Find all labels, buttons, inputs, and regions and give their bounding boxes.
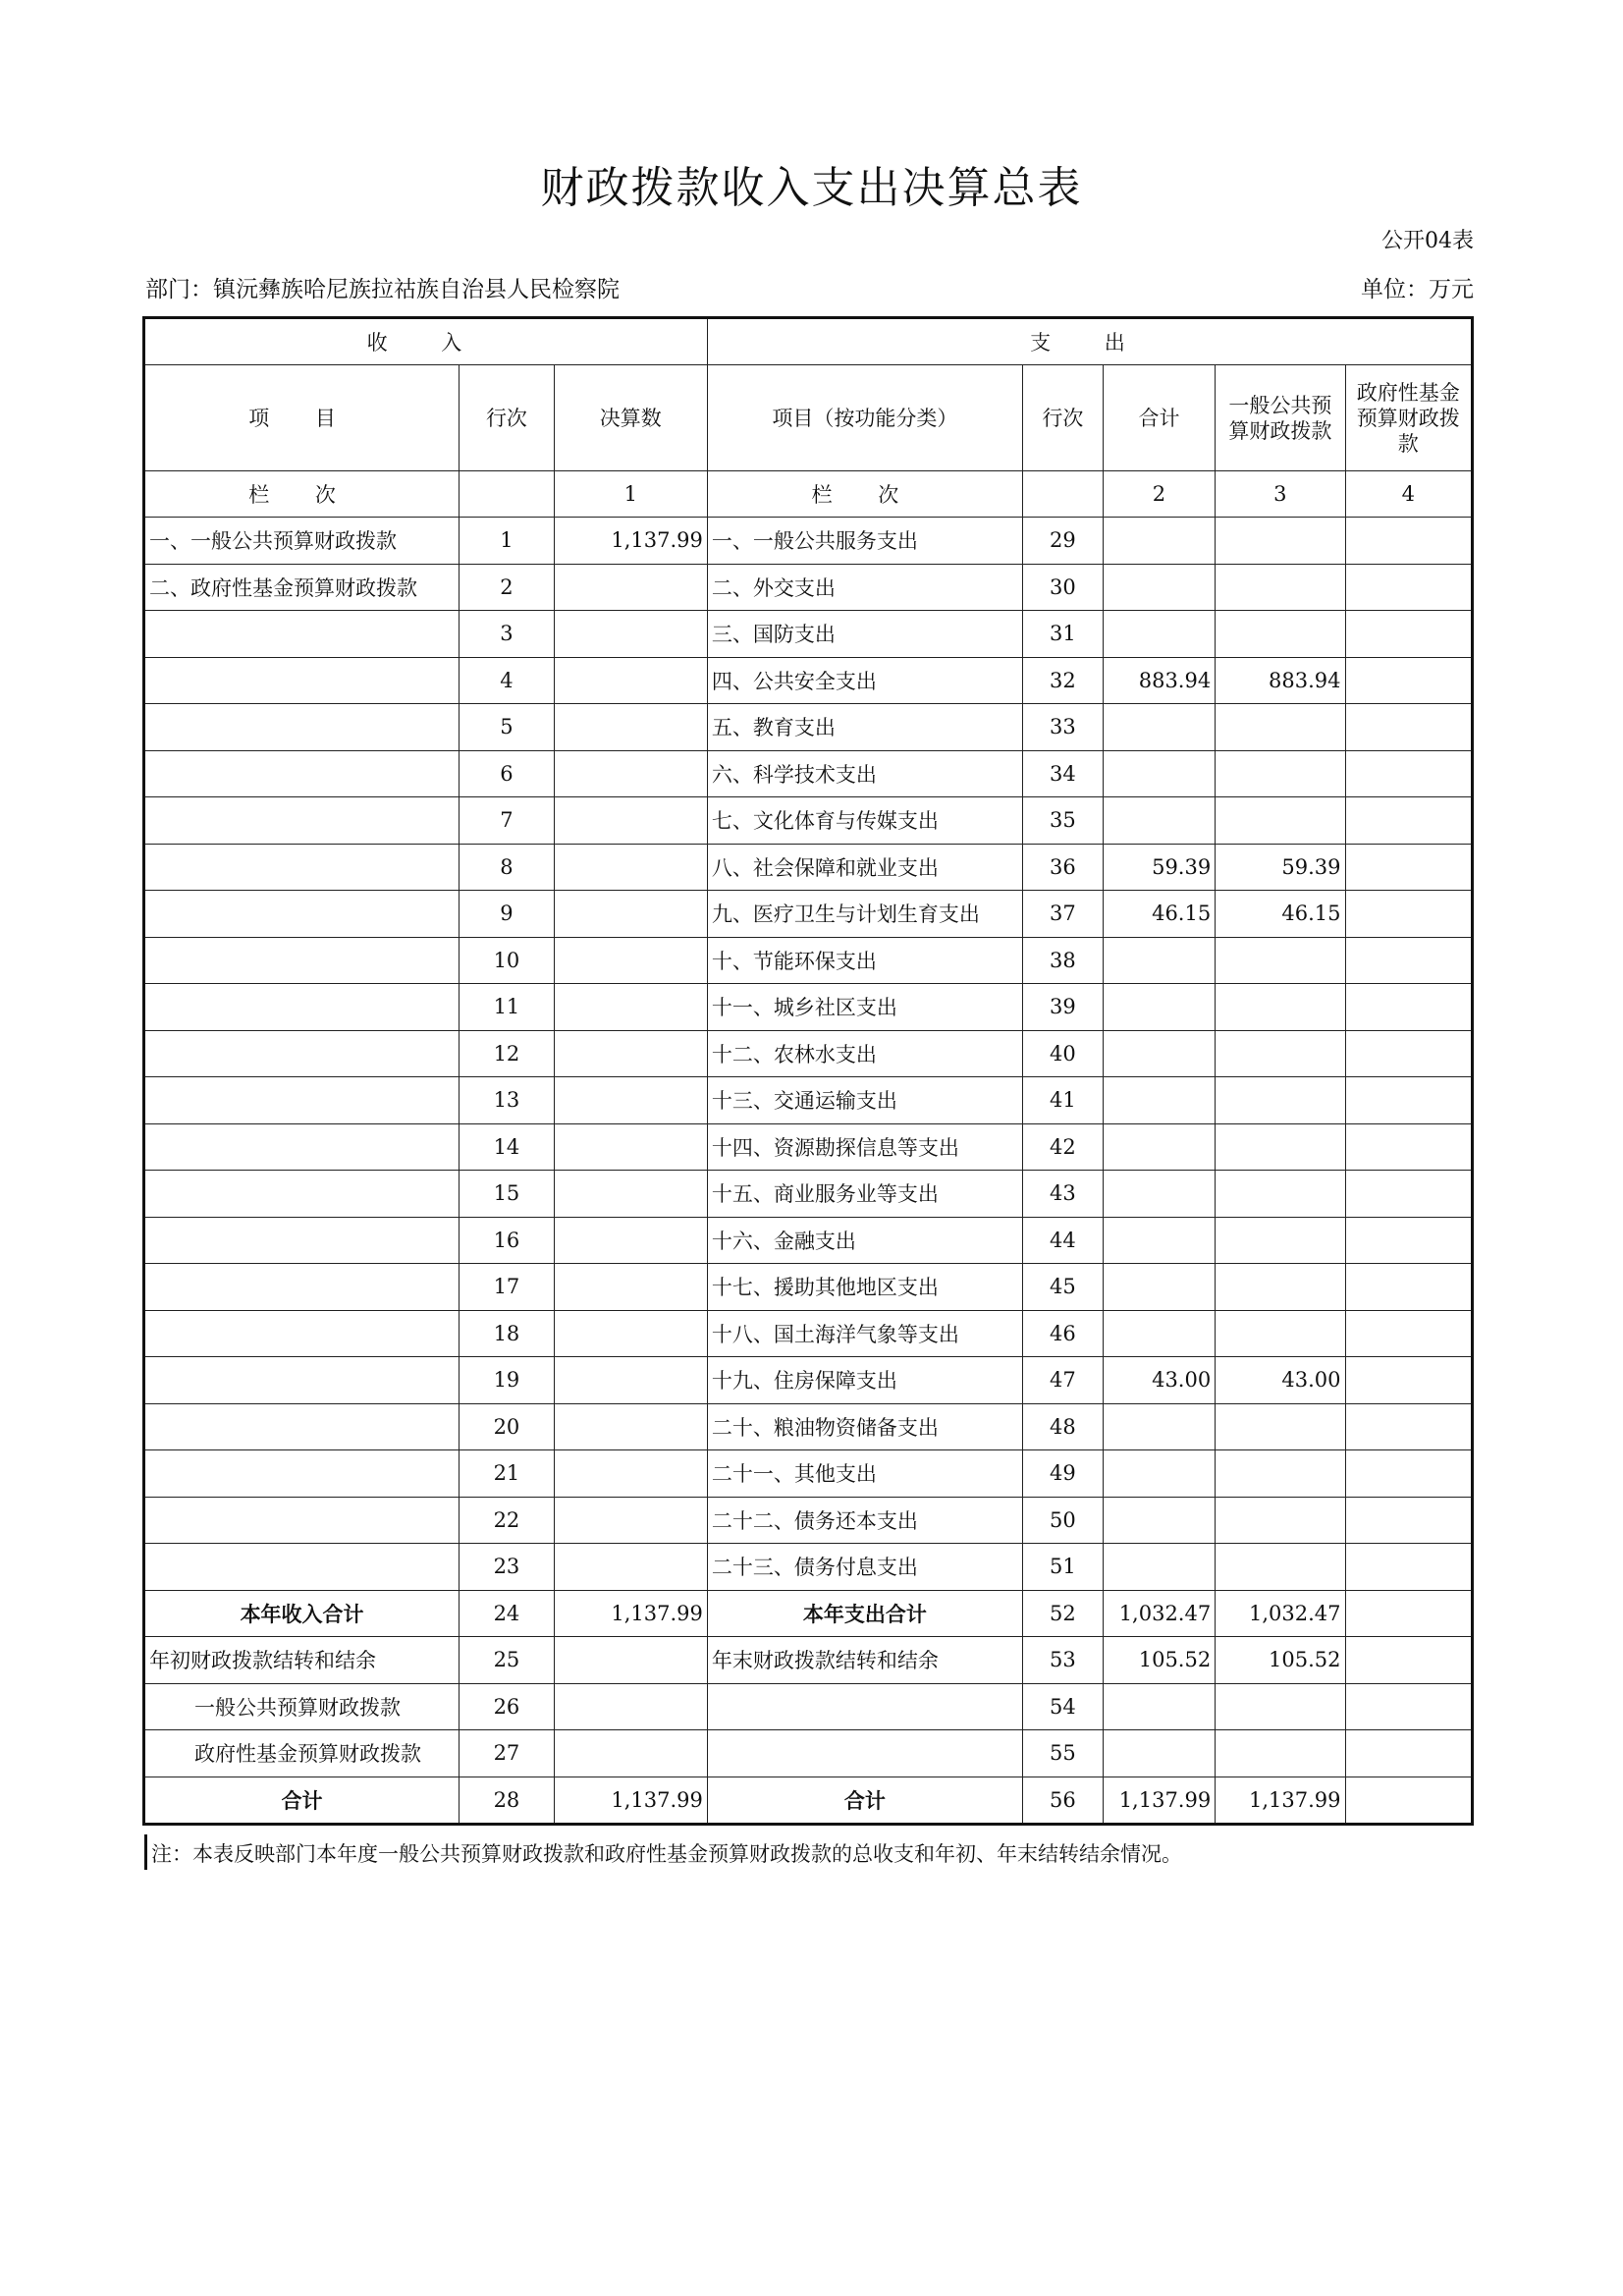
grand-expense-label: 合计	[707, 1777, 1022, 1825]
year-income-total-label: 本年收入合计	[144, 1590, 460, 1637]
expense-general	[1216, 1450, 1345, 1498]
income-amount	[554, 891, 707, 938]
table-row	[144, 704, 1473, 751]
expense-fund	[1345, 1264, 1472, 1311]
income-amount	[554, 1497, 707, 1544]
line-number: 56	[1022, 1777, 1103, 1825]
expense-line: 34	[1022, 750, 1103, 797]
line-number: 24	[460, 1590, 555, 1637]
income-amount	[554, 750, 707, 797]
expense-fund	[1345, 1030, 1472, 1077]
income-amount	[554, 1403, 707, 1450]
expense-line: 46	[1022, 1310, 1103, 1357]
blank-item	[707, 1683, 1022, 1730]
income-line: 4	[460, 657, 555, 704]
expense-line: 38	[1022, 937, 1103, 984]
income-amount	[554, 611, 707, 658]
col-func-item-header: 项目（按功能分类）	[707, 365, 1022, 471]
table-row	[144, 657, 1473, 704]
general-carryover-row	[144, 1683, 1473, 1730]
blank-cell	[1216, 1730, 1345, 1777]
income-item	[144, 1544, 460, 1591]
table-row	[144, 1217, 1473, 1264]
income-line: 7	[460, 797, 555, 845]
unit-label: 单位：万元	[1361, 277, 1474, 302]
table-row	[144, 1544, 1473, 1591]
table-row	[144, 844, 1473, 891]
expense-general	[1216, 1030, 1345, 1077]
expense-fund	[1345, 1403, 1472, 1450]
expense-fund	[1345, 1123, 1472, 1171]
expense-general	[1216, 797, 1345, 845]
expense-total	[1103, 1544, 1215, 1591]
income-item	[144, 704, 460, 751]
income-amount	[554, 1030, 707, 1077]
expense-total: 59.39	[1103, 844, 1215, 891]
col-number-1: 1	[554, 471, 707, 518]
income-amount	[554, 797, 707, 845]
table-row	[144, 984, 1473, 1031]
expense-general	[1216, 611, 1345, 658]
expense-total	[1103, 564, 1215, 611]
expense-fund	[1345, 518, 1472, 565]
expense-line: 48	[1022, 1403, 1103, 1450]
expense-total	[1103, 984, 1215, 1031]
expense-item: 四、公共安全支出	[707, 657, 1022, 704]
income-amount	[554, 844, 707, 891]
expense-general	[1216, 1123, 1345, 1171]
expense-line: 51	[1022, 1544, 1103, 1591]
expense-item: 十七、援助其他地区支出	[707, 1264, 1022, 1311]
expense-total	[1103, 704, 1215, 751]
year-income-total-amount: 1,137.99	[554, 1590, 707, 1637]
income-item	[144, 844, 460, 891]
col-number-2: 2	[1103, 471, 1215, 518]
col-line-header: 行次	[460, 365, 555, 471]
blank-cell	[1216, 1683, 1345, 1730]
table-row	[144, 1171, 1473, 1218]
income-item	[144, 797, 460, 845]
income-item	[144, 1171, 460, 1218]
income-line: 17	[460, 1264, 555, 1311]
footnote: 注：本表反映部门本年度一般公共预算财政拨款和政府性基金预算财政拨款的总收支和年初、年末结转结余情况。	[144, 1834, 1182, 1870]
budget-table	[142, 316, 1474, 1826]
expense-item: 二、外交支出	[707, 564, 1022, 611]
end-carryover-fund	[1345, 1637, 1472, 1684]
expense-line: 30	[1022, 564, 1103, 611]
col-item-header: 项 目	[144, 365, 460, 471]
expense-fund	[1345, 1497, 1472, 1544]
table-row	[144, 750, 1473, 797]
lanci-label: 栏 次	[144, 471, 460, 518]
expense-line: 39	[1022, 984, 1103, 1031]
table-row	[144, 1310, 1473, 1357]
col-fund-header: 政府性基金预算财政拨款	[1345, 365, 1472, 471]
income-line: 1	[460, 518, 555, 565]
expense-line: 40	[1022, 1030, 1103, 1077]
expense-general	[1216, 564, 1345, 611]
expense-line: 47	[1022, 1357, 1103, 1404]
blank-cell	[1103, 1683, 1215, 1730]
line-number: 54	[1022, 1683, 1103, 1730]
table-row	[144, 797, 1473, 845]
expense-fund	[1345, 984, 1472, 1031]
year-expense-fund	[1345, 1590, 1472, 1637]
expense-line: 42	[1022, 1123, 1103, 1171]
expense-fund	[1345, 611, 1472, 658]
income-amount	[554, 1544, 707, 1591]
income-amount	[554, 1077, 707, 1124]
income-line: 10	[460, 937, 555, 984]
expense-line: 32	[1022, 657, 1103, 704]
line-number: 53	[1022, 1637, 1103, 1684]
column-header-row	[144, 365, 1473, 471]
table-row	[144, 937, 1473, 984]
expense-total	[1103, 611, 1215, 658]
general-budget-label: 一般公共预算财政拨款	[144, 1683, 460, 1730]
expense-item: 八、社会保障和就业支出	[707, 844, 1022, 891]
year-total-row	[144, 1590, 1473, 1637]
expense-general	[1216, 704, 1345, 751]
department-label: 部门：镇沅彝族哈尼族拉祜族自治县人民检察院	[145, 277, 620, 302]
income-amount	[554, 564, 707, 611]
expense-item: 十一、城乡社区支出	[707, 984, 1022, 1031]
expense-line: 41	[1022, 1077, 1103, 1124]
year-expense-general: 1,032.47	[1216, 1590, 1345, 1637]
income-line: 15	[460, 1171, 555, 1218]
income-item	[144, 1030, 460, 1077]
expense-general	[1216, 1497, 1345, 1544]
expense-item: 十九、住房保障支出	[707, 1357, 1022, 1404]
income-line: 14	[460, 1123, 555, 1171]
grand-total-row	[144, 1777, 1473, 1825]
line-number: 55	[1022, 1730, 1103, 1777]
begin-carryover-label: 年初财政拨款结转和结余	[144, 1637, 460, 1684]
expense-total	[1103, 750, 1215, 797]
end-carryover-label: 年末财政拨款结转和结余	[707, 1637, 1022, 1684]
income-item: 二、政府性基金预算财政拨款	[144, 564, 460, 611]
expense-total	[1103, 1497, 1215, 1544]
expense-item: 十、节能环保支出	[707, 937, 1022, 984]
expense-total: 43.00	[1103, 1357, 1215, 1404]
income-item	[144, 1403, 460, 1450]
expense-fund	[1345, 1171, 1472, 1218]
income-amount	[554, 937, 707, 984]
expense-item: 十四、资源勘探信息等支出	[707, 1123, 1022, 1171]
expense-total	[1103, 1171, 1215, 1218]
line-number: 26	[460, 1683, 555, 1730]
grand-income-amount: 1,137.99	[554, 1777, 707, 1825]
expense-general	[1216, 1077, 1345, 1124]
expense-general	[1216, 1310, 1345, 1357]
expense-item: 十八、国土海洋气象等支出	[707, 1310, 1022, 1357]
table-row	[144, 564, 1473, 611]
grand-income-label: 合计	[144, 1777, 460, 1825]
expense-fund	[1345, 937, 1472, 984]
income-amount	[554, 1264, 707, 1311]
expense-fund	[1345, 704, 1472, 751]
expense-general: 883.94	[1216, 657, 1345, 704]
expense-fund	[1345, 797, 1472, 845]
income-item	[144, 657, 460, 704]
expense-line: 35	[1022, 797, 1103, 845]
income-item	[144, 611, 460, 658]
income-header: 收 入	[144, 318, 708, 365]
income-item	[144, 1310, 460, 1357]
income-amount	[554, 657, 707, 704]
table-row	[144, 1450, 1473, 1498]
table-row	[144, 611, 1473, 658]
expense-total	[1103, 1403, 1215, 1450]
income-line: 13	[460, 1077, 555, 1124]
expense-fund	[1345, 844, 1472, 891]
expense-item: 三、国防支出	[707, 611, 1022, 658]
table-row	[144, 1357, 1473, 1404]
expense-item: 二十、粮油物资储备支出	[707, 1403, 1022, 1450]
expense-fund	[1345, 891, 1472, 938]
expense-line: 29	[1022, 518, 1103, 565]
expense-fund	[1345, 1357, 1472, 1404]
expense-item: 二十二、债务还本支出	[707, 1497, 1022, 1544]
table-row	[144, 891, 1473, 938]
line-number: 27	[460, 1730, 555, 1777]
end-carryover-general: 105.52	[1216, 1637, 1345, 1684]
line-number: 25	[460, 1637, 555, 1684]
income-amount	[554, 704, 707, 751]
year-expense-total-label: 本年支出合计	[707, 1590, 1022, 1637]
expense-item: 十二、农林水支出	[707, 1030, 1022, 1077]
expense-total	[1103, 1450, 1215, 1498]
line-number: 52	[1022, 1590, 1103, 1637]
income-item	[144, 984, 460, 1031]
expense-line: 50	[1022, 1497, 1103, 1544]
blank-cell	[1103, 1730, 1215, 1777]
grand-expense-fund	[1345, 1777, 1472, 1825]
expense-line: 31	[1022, 611, 1103, 658]
fund-budget-amount	[554, 1730, 707, 1777]
expense-general	[1216, 984, 1345, 1031]
col-line2-header: 行次	[1022, 365, 1103, 471]
income-amount	[554, 1217, 707, 1264]
income-amount: 1,137.99	[554, 518, 707, 565]
expense-item: 九、医疗卫生与计划生育支出	[707, 891, 1022, 938]
income-item	[144, 750, 460, 797]
expense-fund	[1345, 750, 1472, 797]
income-amount	[554, 1310, 707, 1357]
expense-fund	[1345, 1217, 1472, 1264]
lanci-label-2: 栏 次	[707, 471, 1022, 518]
expense-line: 44	[1022, 1217, 1103, 1264]
table-row	[144, 1497, 1473, 1544]
expense-item: 十六、金融支出	[707, 1217, 1022, 1264]
expense-general	[1216, 1217, 1345, 1264]
table-row	[144, 1030, 1473, 1077]
column-number-row	[144, 471, 1473, 518]
expense-general	[1216, 518, 1345, 565]
form-code: 公开04表	[1381, 229, 1474, 253]
expense-general: 59.39	[1216, 844, 1345, 891]
income-line: 9	[460, 891, 555, 938]
expense-fund	[1345, 1544, 1472, 1591]
income-line: 2	[460, 564, 555, 611]
income-item	[144, 1357, 460, 1404]
table-row	[144, 518, 1473, 565]
grand-expense-total: 1,137.99	[1103, 1777, 1215, 1825]
col-final-header: 决算数	[554, 365, 707, 471]
expense-line: 43	[1022, 1171, 1103, 1218]
expense-line: 33	[1022, 704, 1103, 751]
general-budget-amount	[554, 1683, 707, 1730]
expense-total: 46.15	[1103, 891, 1215, 938]
expense-item: 十三、交通运输支出	[707, 1077, 1022, 1124]
expense-general	[1216, 1264, 1345, 1311]
expense-item: 五、教育支出	[707, 704, 1022, 751]
expense-item: 二十一、其他支出	[707, 1450, 1022, 1498]
expense-line: 37	[1022, 891, 1103, 938]
fund-budget-label: 政府性基金预算财政拨款	[144, 1730, 460, 1777]
blank-cell	[1345, 1683, 1472, 1730]
table-row	[144, 1403, 1473, 1450]
income-item	[144, 1077, 460, 1124]
income-amount	[554, 1357, 707, 1404]
table-row	[144, 1123, 1473, 1171]
line-number: 28	[460, 1777, 555, 1825]
expense-total	[1103, 797, 1215, 845]
expense-fund	[1345, 1450, 1472, 1498]
begin-carryover-amount	[554, 1637, 707, 1684]
expense-total: 883.94	[1103, 657, 1215, 704]
col-number-3: 3	[1216, 471, 1345, 518]
col-number-4: 4	[1345, 471, 1472, 518]
income-line: 19	[460, 1357, 555, 1404]
income-line: 12	[460, 1030, 555, 1077]
expense-general	[1216, 1171, 1345, 1218]
income-item	[144, 1123, 460, 1171]
expense-fund	[1345, 564, 1472, 611]
expense-item: 六、科学技术支出	[707, 750, 1022, 797]
carryover-row	[144, 1637, 1473, 1684]
income-line: 20	[460, 1403, 555, 1450]
expense-fund	[1345, 1310, 1472, 1357]
income-line: 16	[460, 1217, 555, 1264]
income-line: 3	[460, 611, 555, 658]
expense-item: 十五、商业服务业等支出	[707, 1171, 1022, 1218]
income-item	[144, 1497, 460, 1544]
expense-item: 七、文化体育与传媒支出	[707, 797, 1022, 845]
lanci-blank-2	[1022, 471, 1103, 518]
blank-cell	[1345, 1730, 1472, 1777]
expense-general	[1216, 937, 1345, 984]
expense-general: 46.15	[1216, 891, 1345, 938]
income-amount	[554, 1450, 707, 1498]
blank-item	[707, 1730, 1022, 1777]
lanci-blank	[460, 471, 555, 518]
table-row	[144, 1077, 1473, 1124]
expense-item: 二十三、债务付息支出	[707, 1544, 1022, 1591]
grand-expense-general: 1,137.99	[1216, 1777, 1345, 1825]
page-title: 财政拨款收入支出决算总表	[540, 163, 1083, 213]
income-item	[144, 1264, 460, 1311]
expense-total	[1103, 1077, 1215, 1124]
income-line: 18	[460, 1310, 555, 1357]
income-line: 6	[460, 750, 555, 797]
income-line: 22	[460, 1497, 555, 1544]
expense-general	[1216, 1403, 1345, 1450]
col-general-header: 一般公共预算财政拨款	[1216, 365, 1345, 471]
income-item: 一、一般公共预算财政拨款	[144, 518, 460, 565]
expense-line: 49	[1022, 1450, 1103, 1498]
income-line: 8	[460, 844, 555, 891]
col-total-header: 合计	[1103, 365, 1215, 471]
income-amount	[554, 984, 707, 1031]
expense-total	[1103, 1217, 1215, 1264]
expense-total	[1103, 518, 1215, 565]
income-item	[144, 1450, 460, 1498]
expense-fund	[1345, 1077, 1472, 1124]
income-amount	[554, 1123, 707, 1171]
expense-fund	[1345, 657, 1472, 704]
income-line: 21	[460, 1450, 555, 1498]
income-line: 23	[460, 1544, 555, 1591]
expense-total	[1103, 937, 1215, 984]
fund-carryover-row	[144, 1730, 1473, 1777]
expense-total	[1103, 1030, 1215, 1077]
expense-header: 支 出	[707, 318, 1472, 365]
expense-general: 43.00	[1216, 1357, 1345, 1404]
end-carryover-total: 105.52	[1103, 1637, 1215, 1684]
expense-total	[1103, 1310, 1215, 1357]
expense-total	[1103, 1264, 1215, 1311]
expense-line: 45	[1022, 1264, 1103, 1311]
income-amount	[554, 1171, 707, 1218]
expense-total	[1103, 1123, 1215, 1171]
expense-line: 36	[1022, 844, 1103, 891]
year-expense-total: 1,032.47	[1103, 1590, 1215, 1637]
expense-general	[1216, 750, 1345, 797]
income-line: 11	[460, 984, 555, 1031]
income-line: 5	[460, 704, 555, 751]
income-item	[144, 891, 460, 938]
income-item	[144, 1217, 460, 1264]
income-item	[144, 937, 460, 984]
table-row	[144, 1264, 1473, 1311]
section-header-row	[144, 318, 1473, 365]
expense-item: 一、一般公共服务支出	[707, 518, 1022, 565]
expense-general	[1216, 1544, 1345, 1591]
